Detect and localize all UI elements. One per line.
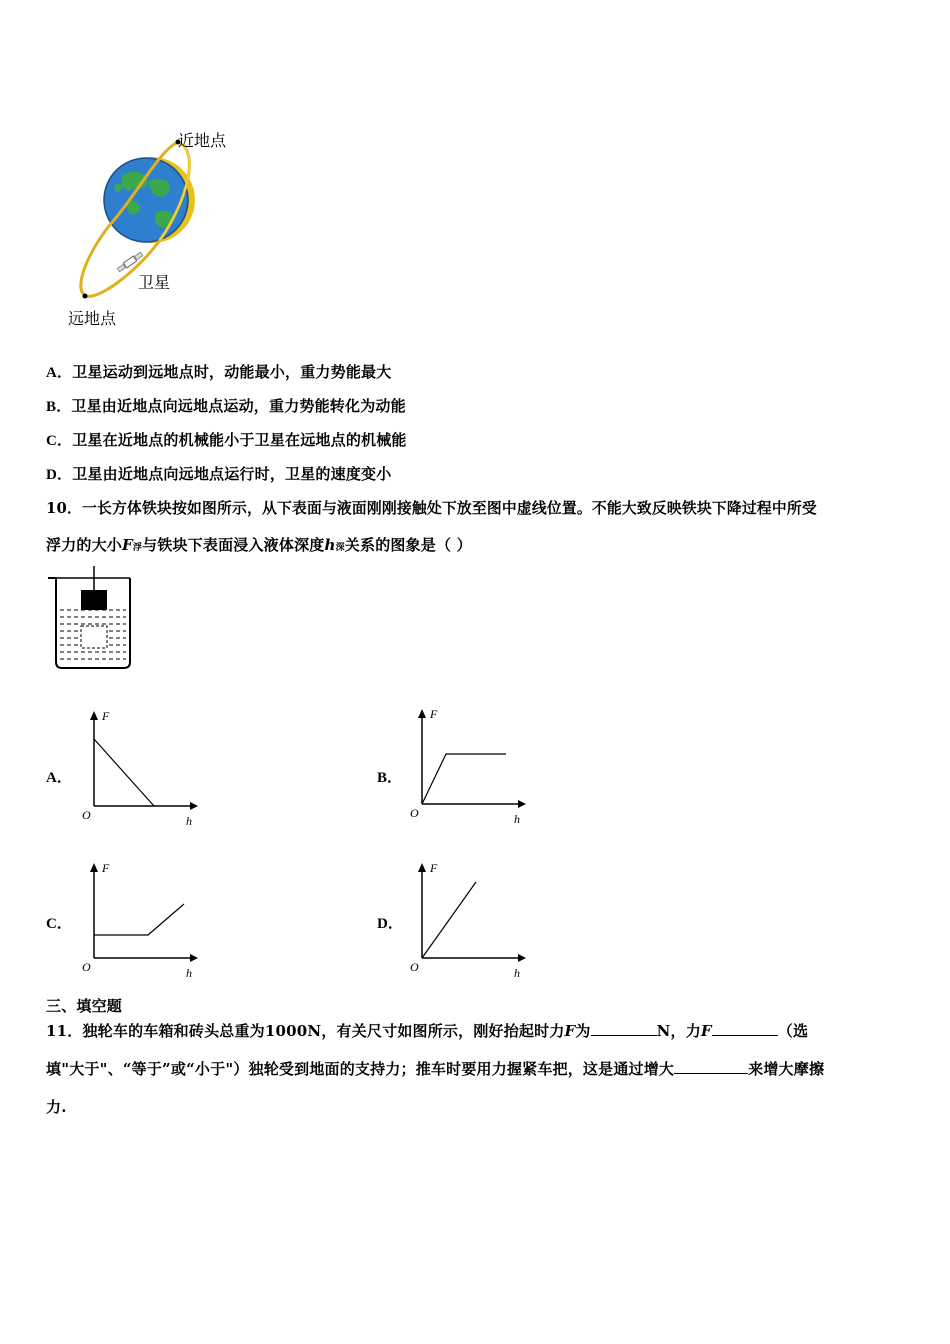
graph-d-origin: O bbox=[410, 960, 419, 974]
q11-line2: 填"大于"、“等于”或“小于"）独轮受到地面的支持力；推车时要用力握紧车把，这是通过增大 来增大摩擦 bbox=[46, 1060, 825, 1078]
graph-c-x-label: h bbox=[186, 966, 192, 980]
graph-b-plot bbox=[406, 704, 536, 828]
graph-a-letter[interactable]: A． bbox=[46, 770, 72, 786]
near-point-label: 近地点 bbox=[178, 131, 227, 150]
section-heading: 三、填空题 bbox=[46, 997, 123, 1015]
graph-c[interactable] bbox=[78, 858, 208, 982]
beaker-figure bbox=[44, 566, 134, 674]
graph-a[interactable] bbox=[78, 706, 208, 830]
graph-b-letter[interactable]: B． bbox=[377, 770, 403, 786]
q11-blank-1[interactable] bbox=[591, 1021, 657, 1036]
q9-option-d: D．卫星由近地点向远地点运行时，卫星的速度变小 bbox=[46, 465, 392, 483]
q10-stem-line1: 10．一长方体铁块按如图所示，从下表面与液面刚刚接触处下放至图中虚线位置。不能大致反映铁块下降过程中所受 bbox=[46, 500, 817, 517]
graph-b-origin: O bbox=[410, 806, 419, 820]
graph-d-plot bbox=[406, 858, 536, 982]
q9-option-a: A．卫星运动到远地点时，动能最小，重力势能最大 bbox=[46, 363, 392, 381]
beaker-with-iron-block-illustration bbox=[44, 566, 134, 674]
q11-blank-3[interactable] bbox=[674, 1059, 748, 1074]
q10-stem-line2: 浮力的大小F浮与铁块下表面浸入液体深度h深关系的图象是（ ） bbox=[46, 536, 472, 554]
q11-line3: 力. bbox=[46, 1098, 67, 1116]
graph-d-y-label: F bbox=[430, 861, 438, 875]
far-point-label: 远地点 bbox=[68, 309, 117, 328]
q9-option-c: C．卫星在近地点的机械能小于卫星在远地点的机械能 bbox=[46, 431, 407, 449]
graph-d-x-label: h bbox=[514, 966, 520, 980]
q9-option-b: B．卫星由近地点向远地点运动，重力势能转化为动能 bbox=[46, 397, 406, 415]
graph-a-plot bbox=[78, 706, 208, 830]
graph-d[interactable] bbox=[406, 858, 536, 982]
graph-d-letter[interactable]: D． bbox=[377, 916, 403, 932]
satellite-label: 卫星 bbox=[138, 273, 171, 292]
graph-b[interactable] bbox=[406, 704, 536, 828]
satellite-orbit-figure bbox=[60, 120, 260, 335]
q11-blank-2[interactable] bbox=[712, 1021, 778, 1036]
graph-a-x-label: h bbox=[186, 814, 192, 828]
graph-a-y-label: F bbox=[102, 709, 110, 723]
q11-line1: 11．独轮车的车箱和砖头总重为1000N，有关尺寸如图所示，刚好抬起时力F为 N，力F （选 bbox=[46, 1022, 809, 1040]
satellite-orbit-illustration bbox=[60, 120, 260, 335]
graph-c-letter[interactable]: C． bbox=[46, 916, 72, 932]
graph-c-origin: O bbox=[82, 960, 91, 974]
graph-b-y-label: F bbox=[430, 707, 438, 721]
graph-c-y-label: F bbox=[102, 861, 110, 875]
graph-c-plot bbox=[78, 858, 208, 982]
graph-b-x-label: h bbox=[514, 812, 520, 826]
graph-a-origin: O bbox=[82, 808, 91, 822]
